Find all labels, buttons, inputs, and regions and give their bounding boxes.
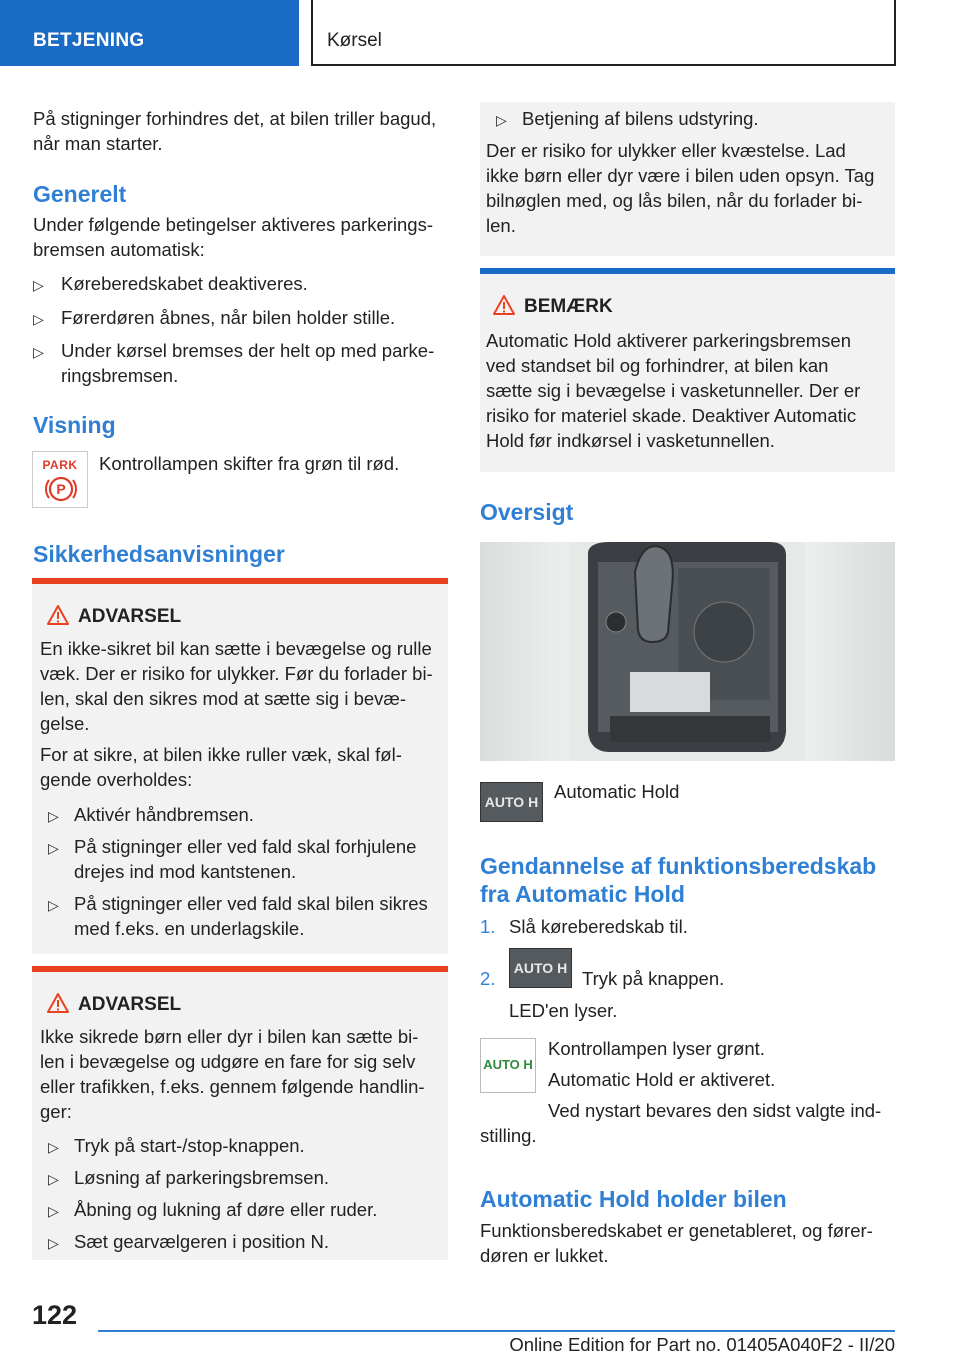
lamp-text: Ved nystart bevares den sidst valgte ind‐ xyxy=(548,1100,882,1121)
warning-text: len, skal den sikres mod at sætte sig i bevæ‐ xyxy=(40,688,407,709)
triangle-bullet-icon: ▷ xyxy=(48,840,59,856)
triangle-bullet-icon: ▷ xyxy=(48,808,59,824)
list-item: ▷ Aktivér håndbremsen. xyxy=(48,802,448,827)
triangle-bullet-icon: ▷ xyxy=(33,311,44,327)
warning-bar xyxy=(32,578,448,584)
step-number: 2. xyxy=(480,968,496,989)
footer-rule xyxy=(98,1330,895,1332)
triangle-bullet-icon: ▷ xyxy=(48,897,59,913)
heading-generelt: Generelt xyxy=(33,181,127,207)
auto-h-button-icon: AUTO H xyxy=(480,782,543,822)
heading-oversigt: Oversigt xyxy=(480,499,574,525)
list-item: ▷ Køreberedskabet deaktiveres. xyxy=(33,271,453,296)
warning-text: gelse. xyxy=(40,713,90,734)
list-item: ▷ Åbning og lukning af døre eller ruder. xyxy=(48,1197,448,1222)
list-item: ▷ Tryk på start-/stop-knappen. xyxy=(48,1133,448,1158)
footer-edition: Online Edition for Part no. 01405A040F2 - II/20 xyxy=(509,1334,895,1355)
section-title: BETJENING xyxy=(33,30,145,51)
note-title: BEMÆRK xyxy=(524,296,613,317)
visning-text: Kontrollampen skifter fra grøn til rød. xyxy=(99,453,400,474)
warning-title: ADVARSEL xyxy=(78,606,182,627)
warning-box xyxy=(32,966,448,1260)
chapter-tab xyxy=(311,0,896,66)
warning-text: len. xyxy=(486,215,516,236)
triangle-bullet-icon: ▷ xyxy=(48,1203,59,1219)
holder-text: døren er lukket. xyxy=(480,1245,609,1266)
warning-text: ikke børn eller dyr være i bilen uden opsyn. Tag xyxy=(486,165,875,186)
list-item: ▷ Løsning af parkeringsbremsen. xyxy=(48,1165,448,1190)
list-item: ▷ Betjening af bilens udstyring. xyxy=(496,106,891,131)
list-item: ▷ På stigninger eller ved fald skal bilen sikres med f.eks. en underlagskile. xyxy=(48,893,428,939)
list-item: ▷ Førerdøren åbnes, når bilen holder stille. xyxy=(33,305,453,330)
note-text: Automatic Hold aktiverer parkeringsbremsen xyxy=(486,330,852,351)
button-caption: Automatic Hold xyxy=(554,781,680,802)
park-warning-lamp-icon: PARK P xyxy=(32,451,88,508)
warning-triangle-icon xyxy=(46,992,70,1014)
heading-sikkerhed: Sikkerhedsanvisninger xyxy=(33,541,285,567)
section-tab xyxy=(0,0,299,66)
note-text: sætte sig i bevægelse i vasketunneller. Der er xyxy=(486,380,861,401)
warning-text: ger: xyxy=(40,1101,72,1122)
heading-visning: Visning xyxy=(33,412,116,438)
note-box xyxy=(480,268,895,472)
led-text: LED'en lyser. xyxy=(509,1000,618,1021)
note-text: Hold før indkørsel i vasketunnellen. xyxy=(486,430,775,451)
triangle-bullet-icon: ▷ xyxy=(33,277,44,293)
holder-text: Funktionsberedskabet er genetableret, og fører‐ xyxy=(480,1220,873,1241)
triangle-bullet-icon: ▷ xyxy=(33,344,44,360)
step-text: Slå køreberedskab til. xyxy=(509,916,688,937)
note-text: risiko for materiel skade. Deaktiver Automatic xyxy=(486,405,857,426)
auto-h-button-icon: AUTO H xyxy=(509,948,572,988)
triangle-bullet-icon: ▷ xyxy=(48,1235,59,1251)
warning-text: eller trafikken, f.eks. gennem følgende handlin‐ xyxy=(40,1076,425,1097)
triangle-bullet-icon: ▷ xyxy=(496,112,507,128)
warning-text: Ikke sikrede børn eller dyr i bilen kan sætte bi‐ xyxy=(40,1026,419,1047)
heading-holder: Automatic Hold holder bilen xyxy=(480,1186,787,1212)
warning-triangle-icon xyxy=(46,604,70,626)
warning-continuation-box xyxy=(480,102,895,256)
lamp-text: stilling. xyxy=(480,1125,537,1146)
warning-text: gende overholdes: xyxy=(40,769,193,790)
generelt-text-2: bremsen automatisk: xyxy=(33,239,205,260)
warning-text: len i bevægelse og udgøre en fare for sig selv xyxy=(40,1051,416,1072)
warning-text: væk. Der er risiko for ulykker. Før du forlader bi‐ xyxy=(40,663,433,684)
lamp-text: Automatic Hold er aktiveret. xyxy=(548,1069,776,1090)
triangle-bullet-icon: ▷ xyxy=(48,1171,59,1187)
chapter-title: Kørsel xyxy=(327,30,382,51)
warning-triangle-icon xyxy=(492,294,516,316)
auto-h-lamp-icon: AUTO H xyxy=(480,1038,536,1093)
lamp-text: Kontrollampen lyser grønt. xyxy=(548,1038,765,1059)
center-console-photo xyxy=(480,542,895,761)
intro-line-1: På stigninger forhindres det, at bilen triller bagud, xyxy=(33,108,437,129)
list-item: ▷ Sæt gearvælgeren i position N. xyxy=(48,1229,448,1254)
step-text: Tryk på knappen. xyxy=(582,968,725,989)
note-bar xyxy=(480,268,895,274)
warning-text: bilnøglen med, og lås bilen, når du forlader bi‐ xyxy=(486,190,863,211)
warning-box xyxy=(32,578,448,954)
heading-gendannelse-line-1: Gendannelse af funktionsberedskab xyxy=(480,853,877,879)
list-item: ▷ Under kørsel bremses der helt op med parke‐ ringsbremsen. xyxy=(33,340,435,386)
triangle-bullet-icon: ▷ xyxy=(48,1139,59,1155)
warning-text: En ikke-sikret bil kan sætte i bevægelse og rulle xyxy=(40,638,432,659)
page-number: 122 xyxy=(32,1300,78,1330)
warning-title: ADVARSEL xyxy=(78,994,182,1015)
warning-text: Der er risiko for ulykker eller kvæstelse. Lad xyxy=(486,140,846,161)
step-number: 1. xyxy=(480,916,496,937)
warning-text: For at sikre, at bilen ikke ruller væk, skal føl‐ xyxy=(40,744,402,765)
list-item: ▷ På stigninger eller ved fald skal forhjulene drejes ind mod kantstenen. xyxy=(48,836,417,882)
heading-gendannelse-line-2: fra Automatic Hold xyxy=(480,881,685,907)
warning-bar xyxy=(32,966,448,972)
intro-line-2: når man starter. xyxy=(33,133,163,154)
svg-text:P: P xyxy=(56,481,66,497)
note-text: ved standset bil og forhindrer, at bilen kan xyxy=(486,355,829,376)
generelt-text-1: Under følgende betingelser aktiveres parkerings‐ xyxy=(33,214,434,235)
